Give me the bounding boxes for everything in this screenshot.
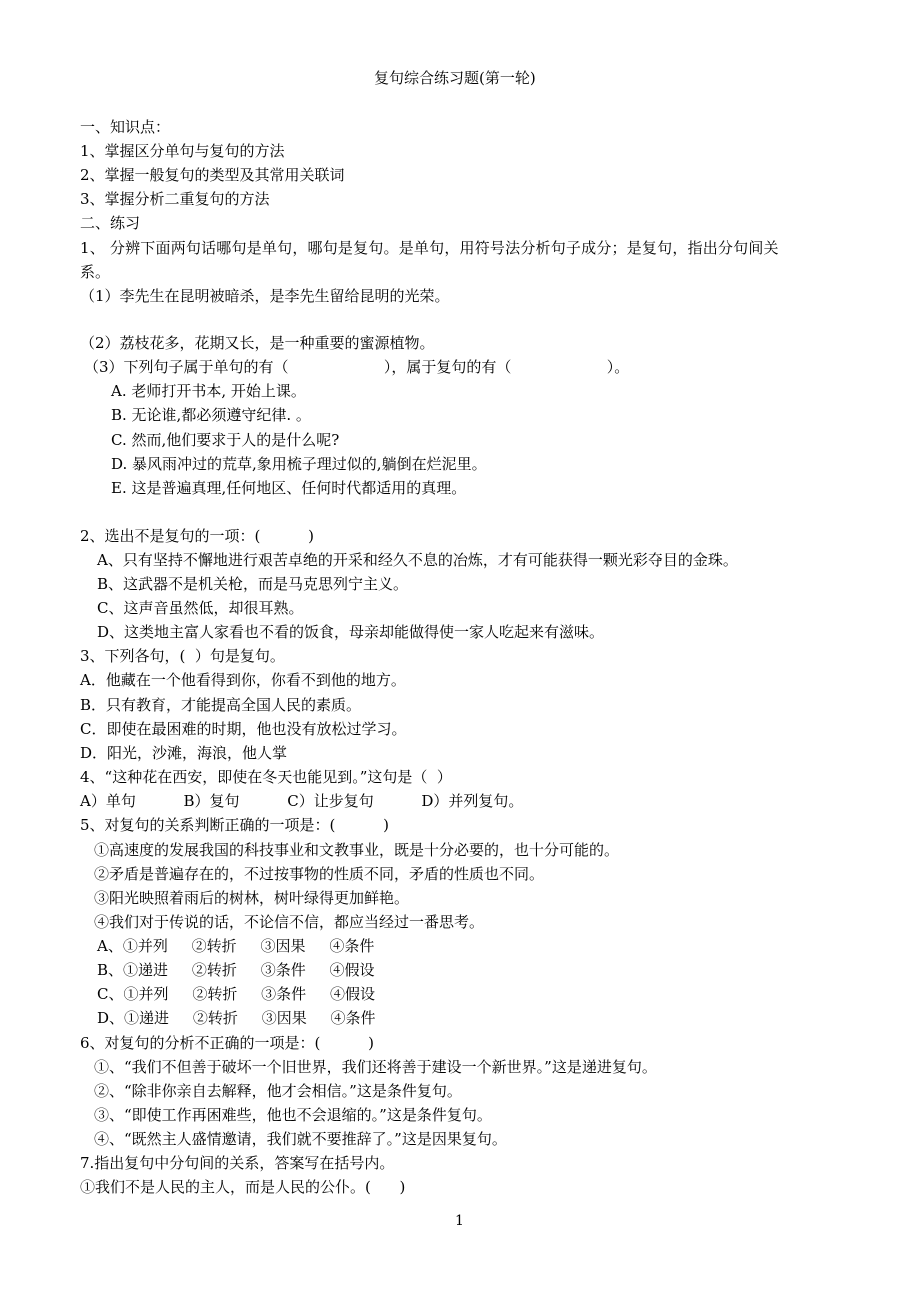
option-line: C．即使在最困难的时期，他也没有放松过学习。 [80,720,407,738]
option-line: A、只有坚持不懈地进行艰苦卓绝的开采和经久不息的冶炼，才有可能获得一颗光彩夺目的金珠。 [97,551,738,569]
option-line: D、①递进 ②转折 ③因果 ④条件 [97,1009,376,1027]
question-text: 3、下列各句，( ）句是复句。 [80,647,285,665]
option-line: B、这武器不是机关枪，而是马克思列宁主义。 [97,575,409,593]
question-text: 1、 分辨下面两句话哪句是单句，哪句是复句。是单句，用符号法分析句子成分；是复句，指出分句间关 [80,239,779,257]
option-line: C. 然而,他们要求于人的是什么呢? [111,431,340,449]
option-line: E. 这是普遍真理,任何地区、任何时代都适用的真理。 [111,479,467,497]
option-line: ①高速度的发展我国的科技事业和文教事业，既是十分必要的，也十分可能的。 [94,841,620,859]
option-line: A．他藏在一个他看得到你，你看不到他的地方。 [80,671,406,689]
question-text: 7.指出复句中分句间的关系，答案写在括号内。 [80,1154,395,1172]
option-line: A）单句 B）复句 C）让步复句 D）并列复句。 [80,792,524,810]
text-line: 3、掌握分析二重复句的方法 [80,190,270,208]
option-line: D．阳光，沙滩，海浪，他人掌 [80,744,288,762]
question-text: 4、“这种花在西安，即使在冬天也能见到。”这句是（ ） [80,768,452,786]
document-title: 复句综合练习题(第一轮) [374,69,536,87]
option-line: ④、“既然主人盛情邀请，我们就不要推辞了。”这是因果复句。 [94,1130,507,1148]
option-line: ①、“我们不但善于破坏一个旧世界，我们还将善于建设一个新世界。”这是递进复句。 [94,1058,657,1076]
option-line: D. 暴风雨冲过的荒草,象用梳子理过似的,躺倒在烂泥里。 [111,455,487,473]
option-line: A. 老师打开书本, 开始上课。 [111,382,306,400]
option-line: D、这类地主富人家看也不看的饭食，母亲却能做得使一家人吃起来有滋味。 [97,623,605,641]
question-text: 2、选出不是复句的一项：( ) [80,527,314,545]
option-line: C、这声音虽然低，却很耳熟。 [97,599,304,617]
section-heading: 一、知识点： [80,118,171,136]
sub-question: （1）李先生在昆明被暗杀，是李先生留给昆明的光荣。 [80,287,450,305]
page-number: 1 [455,1213,464,1229]
sub-question: （3）下列句子属于单句的有（ ），属于复句的有（ ）。 [84,358,630,376]
question-text: 系。 [80,263,111,281]
text-line: 2、掌握一般复句的类型及其常用关联词 [80,166,345,184]
option-line: A、①并列 ②转折 ③因果 ④条件 [97,937,375,955]
sub-question: （2）荔枝花多，花期又长，是一种重要的蜜源植物。 [80,334,435,352]
option-line: ①我们不是人民的主人，而是人民的公仆。( ) [80,1178,406,1196]
option-line: ②、“除非你亲自去解释，他才会相信。”这是条件复句。 [94,1082,462,1100]
option-line: ③阳光映照着雨后的树林，树叶绿得更加鲜艳。 [94,889,410,907]
question-text: 5、对复句的关系判断正确的一项是：( ) [80,816,389,834]
option-line: C、①并列 ②转折 ③条件 ④假设 [97,985,375,1003]
option-line: B．只有教育，才能提高全国人民的素质。 [80,696,362,714]
option-line: ④我们对于传说的话，不论信不信，都应当经过一番思考。 [94,913,485,931]
option-line: B、①递进 ②转折 ③条件 ④假设 [97,961,375,979]
option-line: ②矛盾是普遍存在的，不过按事物的性质不同，矛盾的性质也不同。 [94,865,545,883]
section-heading: 二、练习 [80,214,141,232]
question-text: 6、对复句的分析不正确的一项是：( ) [80,1034,374,1052]
option-line: ③、“即使工作再困难些，他也不会退缩的。”这是条件复句。 [94,1106,492,1124]
text-line: 1、掌握区分单句与复句的方法 [80,142,285,160]
option-line: B. 无论谁,都必须遵守纪律. 。 [111,406,311,424]
